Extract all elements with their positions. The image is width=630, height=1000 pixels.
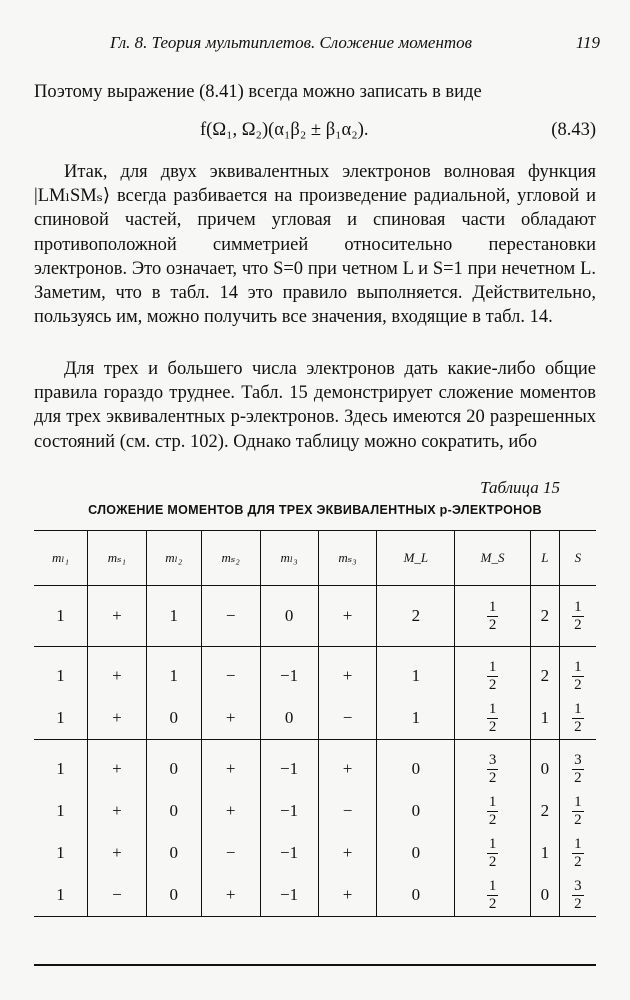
table-cell: + xyxy=(87,647,146,698)
table-cell: 2 xyxy=(530,790,559,832)
header-L: L xyxy=(530,531,559,586)
fraction: $\frac{3}{2}$ xyxy=(488,751,497,786)
table-cell: + xyxy=(318,832,377,874)
header-ml1: mₗ₁ xyxy=(34,531,87,586)
table-cell: 1 xyxy=(530,832,559,874)
fraction: $\frac{3}{2}$ xyxy=(574,751,582,786)
equation-expression: f(Ω₁, Ω₂)(α₁β₂ ± β₁α₂). xyxy=(200,120,369,140)
table-cell: − xyxy=(318,697,377,740)
fraction: $\frac{1}{2}$ xyxy=(574,835,582,870)
fraction: $\frac{1}{2}$ xyxy=(488,700,497,735)
table-cell: 1 xyxy=(146,586,201,647)
table-cell: 1 xyxy=(34,697,87,740)
equation-8-43 xyxy=(200,120,596,141)
table-row xyxy=(34,874,596,917)
table-cell: 2 xyxy=(530,647,559,698)
table-cell: 0 xyxy=(377,740,455,791)
table-cell xyxy=(559,874,596,917)
header-ms3: mₛ₃ xyxy=(318,531,377,586)
table-cell: 1 xyxy=(56,666,65,685)
header-ms1: mₛ₁ xyxy=(87,531,146,586)
running-header xyxy=(110,33,600,53)
table-cell xyxy=(559,790,596,832)
table-cell: −1 xyxy=(260,790,318,832)
paragraph-3: Для трех и большего числа электронов дать какие-либо общие правила гораздо труднее. Табл. 15 демонстрирует сложение моментов для трех эквивалентных p-электронов. Здесь имеются 20 разрешенных состояний (см. стр. 102). Однако таблицу можно сократить, ибо xyxy=(34,359,596,452)
table-row xyxy=(34,647,596,698)
fraction: $\frac{1}{2}$ xyxy=(488,793,497,828)
table-cell: 0 xyxy=(146,832,201,874)
table-cell: 1 xyxy=(146,647,201,698)
fraction: $\frac{3}{2}$ xyxy=(574,877,582,912)
table-cell xyxy=(559,740,596,791)
paragraph-2: Итак, для двух эквивалентных электронов волновая функция |LMₗSMₛ⟩ всегда разбивается на произведение радиальной, угловой и спиновой частей, причем угловая и спиновая части обладают противоположной симметрией относительно перестановки электронов. Это означает, что S=0 при четном L и S=1 при нечетном L. Заметим, что в табл. 14 это правило выполняется. Действительно, пользуясь им, можно получить все значения, входящие в табл. 14. xyxy=(34,162,596,328)
table-cell: + xyxy=(318,874,377,917)
fraction: $\frac{1}{2}$ xyxy=(574,700,582,735)
table-cell: −1 xyxy=(260,647,318,698)
table-cell: + xyxy=(87,832,146,874)
table-cell: 1 xyxy=(377,647,455,698)
table-cell: 1 xyxy=(34,874,87,917)
page-number: 119 xyxy=(575,33,600,52)
table-cell: 0 xyxy=(146,740,201,791)
running-title: Гл. 8. Теория мультиплетов. Сложение моментов xyxy=(110,33,473,52)
table-cell: 1 xyxy=(377,697,455,740)
table-cell xyxy=(559,586,596,647)
header-MS: M_S xyxy=(455,531,531,586)
table-cell: + xyxy=(201,740,260,791)
table-cell: + xyxy=(318,740,377,791)
bottom-rule xyxy=(34,964,596,966)
equation-number: (8.43) xyxy=(551,120,596,140)
fraction: $\frac{1}{2}$ xyxy=(574,793,582,828)
table-cell: −1 xyxy=(260,832,318,874)
table-cell: 0 xyxy=(377,874,455,917)
fraction: $\frac{1}{2}$ xyxy=(488,658,497,693)
fraction: $\frac{1}{2}$ xyxy=(488,598,497,633)
table-cell: 0 xyxy=(377,790,455,832)
table-cell: 0 xyxy=(146,697,201,740)
table-cell: − xyxy=(87,874,146,917)
table-cell: 0 xyxy=(530,740,559,791)
table-cell: 0 xyxy=(260,586,318,647)
header-S: S xyxy=(559,531,596,586)
table-cell: + xyxy=(318,586,377,647)
table-cell xyxy=(559,697,596,740)
table-row xyxy=(34,697,596,740)
table-cell: + xyxy=(201,697,260,740)
table-cell: 0 xyxy=(146,874,201,917)
table-cell: − xyxy=(201,647,260,698)
table-cell xyxy=(455,832,531,874)
table-row xyxy=(34,790,596,832)
table-cell xyxy=(455,647,531,698)
table-caption: Таблица 15 xyxy=(480,478,560,497)
table-cell: 2 xyxy=(377,586,455,647)
table-cell: 0 xyxy=(530,874,559,917)
table-title: СЛОЖЕНИЕ МОМЕНТОВ ДЛЯ ТРЕХ ЭКВИВАЛЕНТНЫХ p-ЭЛЕКТРОНОВ xyxy=(88,503,542,517)
table-cell xyxy=(559,832,596,874)
table-cell: 0 xyxy=(260,697,318,740)
table-cell: 0 xyxy=(146,790,201,832)
table-cell: + xyxy=(201,790,260,832)
fraction: $\frac{1}{2}$ xyxy=(488,835,497,870)
table-cell xyxy=(455,790,531,832)
table-cell: + xyxy=(87,740,146,791)
table-cell: + xyxy=(87,697,146,740)
table-cell: 0 xyxy=(377,832,455,874)
fraction: $\frac{1}{2}$ xyxy=(574,598,582,633)
table-cell: + xyxy=(87,586,146,647)
table-cell: 2 xyxy=(530,586,559,647)
table-cell: − xyxy=(201,832,260,874)
header-ms2: mₛ₂ xyxy=(201,531,260,586)
table-cell: + xyxy=(318,647,377,698)
fraction: $\frac{1}{2}$ xyxy=(574,658,582,693)
header-ml2: mₗ₂ xyxy=(146,531,201,586)
table-cell: 1 xyxy=(56,801,65,820)
table-cell: 1 xyxy=(34,586,87,647)
table-row xyxy=(34,832,596,874)
paragraph-1: Поэтому выражение (8.41) всегда можно записать в виде xyxy=(34,82,482,102)
table-cell xyxy=(559,647,596,698)
table-cell: 1 xyxy=(530,697,559,740)
table-cell: + xyxy=(87,790,146,832)
table-cell xyxy=(455,697,531,740)
table-cell xyxy=(455,874,531,917)
table-cell xyxy=(455,586,531,647)
table-cell: 1 xyxy=(56,759,65,778)
table-cell: −1 xyxy=(260,874,318,917)
table-cell: − xyxy=(201,586,260,647)
table-cell xyxy=(455,740,531,791)
fraction: $\frac{1}{2}$ xyxy=(488,877,497,912)
header-ML: M_L xyxy=(377,531,455,586)
table-cell: 1 xyxy=(56,843,65,862)
table-cell: −1 xyxy=(260,740,318,791)
table-row xyxy=(34,586,596,647)
moments-table xyxy=(34,530,596,917)
table-cell: + xyxy=(201,874,260,917)
table-row xyxy=(34,740,596,791)
table-cell: − xyxy=(318,790,377,832)
header-ml3: mₗ₃ xyxy=(260,531,318,586)
